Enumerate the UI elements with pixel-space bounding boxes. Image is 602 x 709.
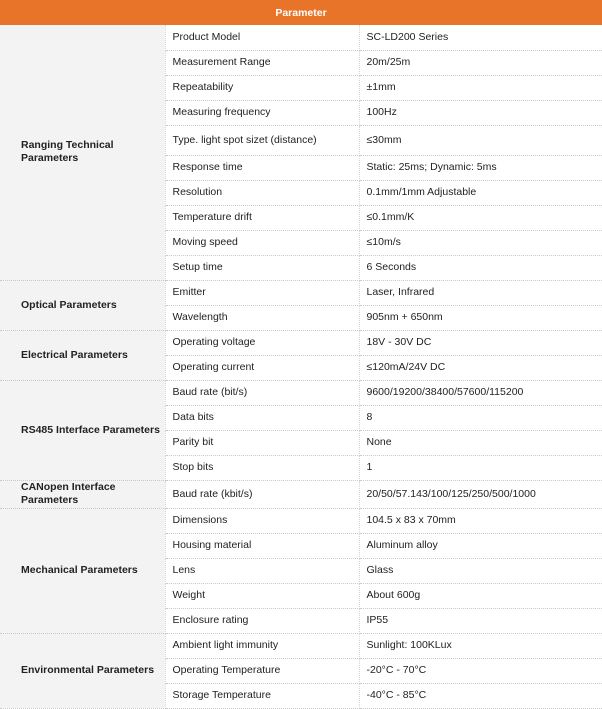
parameter-name: Temperature drift [165, 205, 359, 230]
table-row [0, 280, 602, 305]
group-label: CANopen Interface Parameters [0, 480, 165, 508]
parameter-name: Weight [165, 583, 359, 608]
parameter-name: Resolution [165, 180, 359, 205]
parameter-name: Enclosure rating [165, 608, 359, 633]
parameter-value: 104.5 x 83 x 70mm [359, 508, 602, 533]
group-label: Mechanical Parameters [0, 508, 165, 633]
parameter-name: Baud rate (kbit/s) [165, 480, 359, 508]
group-label: Electrical Parameters [0, 330, 165, 380]
table-row [0, 25, 602, 50]
table-header-row [0, 0, 602, 25]
table-row [0, 480, 602, 508]
parameter-name: Storage Temperature [165, 683, 359, 708]
table-row [0, 380, 602, 405]
parameter-name: Repeatability [165, 75, 359, 100]
parameter-name: Operating voltage [165, 330, 359, 355]
parameter-value: Laser, Infrared [359, 280, 602, 305]
parameter-value: 8 [359, 405, 602, 430]
parameter-value: None [359, 430, 602, 455]
parameter-value: 18V - 30V DC [359, 330, 602, 355]
parameter-value: 905nm + 650nm [359, 305, 602, 330]
parameter-name: Parity bit [165, 430, 359, 455]
parameter-value: About 600g [359, 583, 602, 608]
parameter-value: Static: 25ms; Dynamic: 5ms [359, 155, 602, 180]
table-row [0, 508, 602, 533]
parameter-name: Wavelength [165, 305, 359, 330]
parameter-name: Moving speed [165, 230, 359, 255]
parameter-value: ≤10m/s [359, 230, 602, 255]
table-row [0, 633, 602, 658]
group-label: Ranging Technical Parameters [0, 25, 165, 280]
parameter-name: Product Model [165, 25, 359, 50]
parameter-value: ≤0.1mm/K [359, 205, 602, 230]
parameter-name: Dimensions [165, 508, 359, 533]
parameter-name: Response time [165, 155, 359, 180]
parameter-value: IP55 [359, 608, 602, 633]
group-label: Environmental Parameters [0, 633, 165, 708]
parameter-value: ±1mm [359, 75, 602, 100]
parameter-name: Housing material [165, 533, 359, 558]
parameter-value: 100Hz [359, 100, 602, 125]
parameter-value: ≤30mm [359, 125, 602, 155]
parameter-name: Type. light spot sizet (distance) [165, 125, 359, 155]
group-label: Optical Parameters [0, 280, 165, 330]
parameter-value: 9600/19200/38400/57600/115200 [359, 380, 602, 405]
parameter-name: Ambient light immunity [165, 633, 359, 658]
parameter-value: SC-LD200 Series [359, 25, 602, 50]
parameter-value: 20m/25m [359, 50, 602, 75]
parameter-name: Measurement Range [165, 50, 359, 75]
table-row [0, 330, 602, 355]
parameter-value: 20/50/57.143/100/125/250/500/1000 [359, 480, 602, 508]
table-header: Parameter [0, 0, 602, 25]
parameter-value: 6 Seconds [359, 255, 602, 280]
parameter-name: Stop bits [165, 455, 359, 480]
parameter-value: -40°C - 85°C [359, 683, 602, 708]
parameter-value: 0.1mm/1mm Adjustable [359, 180, 602, 205]
group-label: RS485 Interface Parameters [0, 380, 165, 480]
parameter-value: Sunlight: 100KLux [359, 633, 602, 658]
parameter-name: Operating Temperature [165, 658, 359, 683]
parameter-name: Baud rate (bit/s) [165, 380, 359, 405]
parameter-name: Lens [165, 558, 359, 583]
parameter-name: Emitter [165, 280, 359, 305]
parameter-value: 1 [359, 455, 602, 480]
table-body [0, 25, 602, 708]
parameter-value: ≤120mA/24V DC [359, 355, 602, 380]
parameter-value: -20°C - 70°C [359, 658, 602, 683]
parameter-name: Data bits [165, 405, 359, 430]
parameter-name: Setup time [165, 255, 359, 280]
parameter-name: Operating current [165, 355, 359, 380]
parameter-value: Aluminum alloy [359, 533, 602, 558]
parameter-value: Glass [359, 558, 602, 583]
parameter-name: Measuring frequency [165, 100, 359, 125]
